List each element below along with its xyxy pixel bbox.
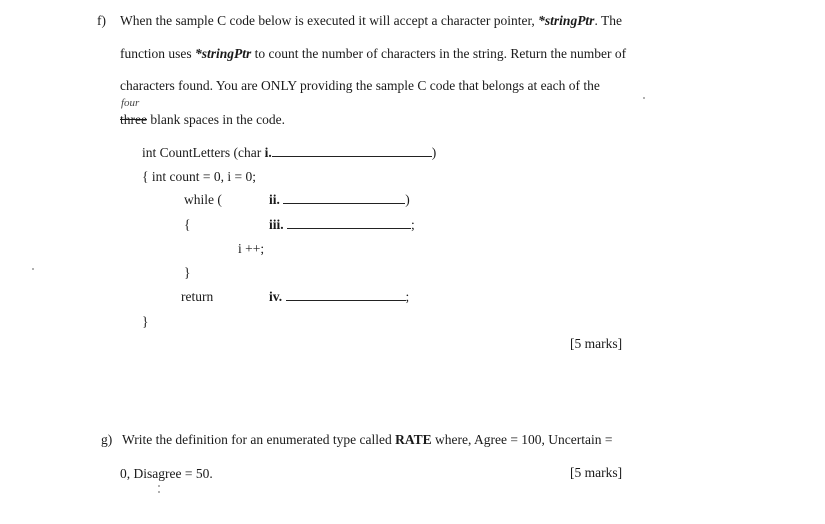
code-close-brace-inner: }	[184, 265, 191, 280]
question-f-label: f)	[97, 13, 106, 28]
scan-speck	[643, 97, 645, 99]
question-f-line-1	[120, 14, 622, 28]
question-f-line-3: characters found. You are ONLY providing the sample C code that belongs at each of the	[120, 78, 600, 93]
blank-iv-label: iv.	[269, 289, 283, 304]
handwritten-correction: four	[121, 97, 140, 109]
code-open-brace: {	[184, 217, 191, 232]
line-2-start: function uses	[120, 46, 192, 61]
question-g-line-1	[122, 433, 613, 447]
blank-i-label: i.	[264, 145, 272, 160]
string-ptr-emphasis: *stringPtr	[538, 13, 595, 28]
string-ptr-emphasis-2: *stringPtr	[195, 46, 252, 61]
struck-word: three	[120, 112, 147, 127]
blank-iii	[269, 218, 415, 232]
while-close-paren: )	[405, 192, 410, 207]
blank-iv-semicolon: ;	[405, 289, 410, 304]
scan-speck	[158, 491, 160, 493]
blank-iii-semicolon: ;	[411, 217, 415, 232]
blank-iv	[269, 290, 409, 304]
question-f-line-2	[120, 47, 626, 61]
question-g-label: g)	[101, 432, 113, 447]
blank-iii-line	[287, 218, 411, 229]
blank-iii-label: iii.	[269, 217, 284, 232]
scan-speck	[158, 485, 160, 487]
blank-ii-line	[283, 193, 405, 204]
line-2-end: to count the number of characters in the string. Return the number of	[254, 46, 627, 61]
line-1-end: . The	[594, 13, 622, 28]
code-increment: i ++;	[238, 241, 265, 256]
question-f-marks: [5 marks]	[570, 336, 623, 351]
blank-ii-label: ii.	[269, 192, 280, 207]
question-g-line-2: 0, Disagree = 50.	[120, 466, 213, 481]
code-while-keyword: while (	[184, 192, 222, 207]
question-g-line-1-start: Write the definition for an enumerated type called	[122, 432, 392, 447]
rate-emphasis: RATE	[395, 432, 432, 447]
blank-ii	[269, 193, 410, 207]
line-1-text: When the sample C code below is executed it will accept a character pointer,	[120, 13, 535, 28]
scan-speck	[32, 268, 34, 270]
line-4-end: blank spaces in the code.	[150, 112, 285, 127]
question-g-marks: [5 marks]	[570, 465, 623, 480]
blank-i-line	[272, 146, 432, 157]
code-line-signature	[142, 146, 436, 160]
blank-iv-line	[286, 290, 406, 301]
code-return-keyword: return	[181, 289, 214, 304]
signature-text: int CountLetters (char	[142, 145, 262, 160]
signature-close-paren: )	[431, 145, 437, 160]
code-line-declaration: { int count = 0, i = 0;	[142, 169, 256, 184]
question-g-line-1-end: where, Agree = 100, Uncertain =	[434, 432, 613, 447]
question-f-line-4	[120, 113, 285, 127]
code-close-brace-outer: }	[142, 314, 149, 329]
